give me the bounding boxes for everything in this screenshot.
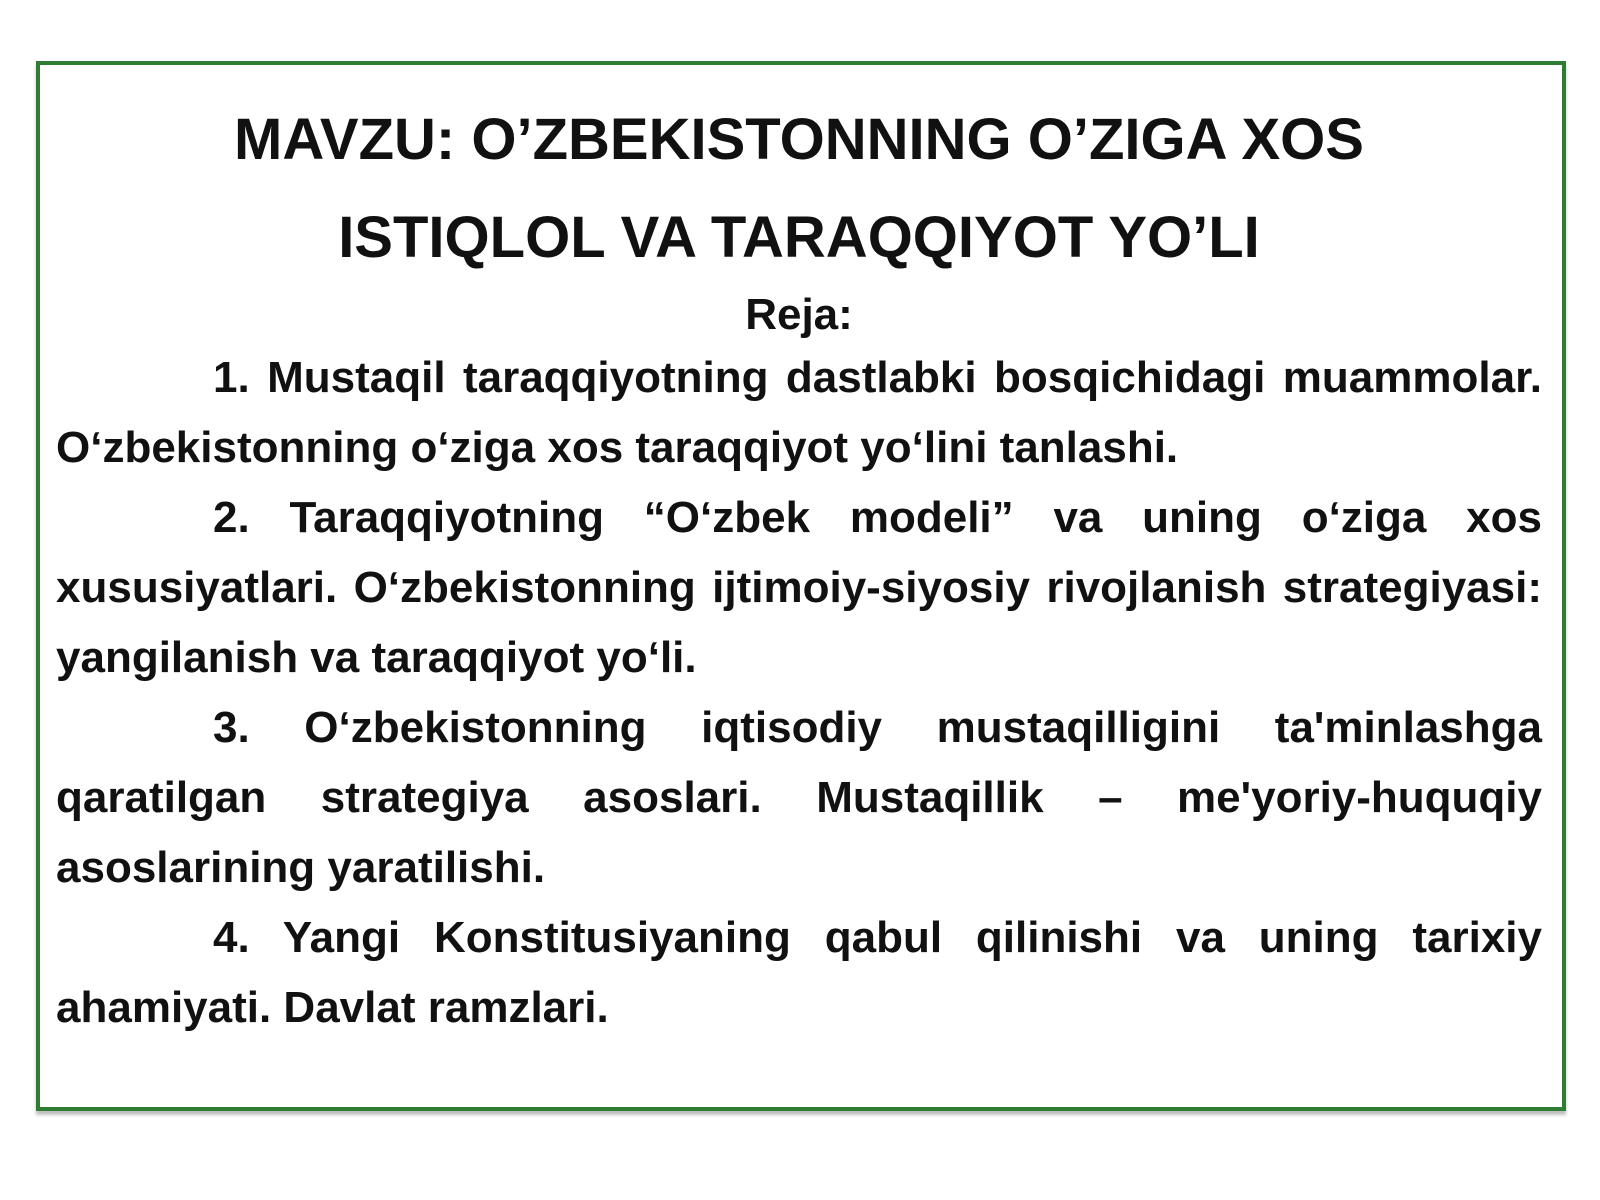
plan-list xyxy=(56,343,1542,1043)
plan-item-1: 1. Mustaqil taraqqiyotning dastlabki bosqichidagi muammolar. O‘zbekistonning o‘ziga xos taraqqiyot yo‘lini tanlashi. xyxy=(56,353,1542,472)
plan-heading: Reja: xyxy=(745,290,853,339)
slide-frame xyxy=(36,61,1566,1111)
plan-item-2: 2. Taraqqiyotning “O‘zbek modeli” va uning o‘ziga xos xususiyatlari. O‘zbekistonning ijtimoiy-siyosiy rivojlanish strategiyasi: yangilanish va taraqqiyot yo‘li. xyxy=(56,493,1542,682)
plan-item-4: 4. Yangi Konstitusiyaning qabul qilinishi va uning tarixiy ahamiyati. Davlat ramzlari. xyxy=(56,913,1542,1032)
page-title xyxy=(56,91,1542,287)
plan-item-3: 3. O‘zbekistonning iqtisodiy mustaqilligini ta'minlashga qaratilgan strategiya asoslari. Mustaqillik – me'yoriy-huquqiy asoslarining yaratilishi. xyxy=(56,703,1542,892)
title-line-1: MAVZU: O’ZBEKISTONNING O’ZIGA XOS xyxy=(234,107,1364,172)
title-line-2: ISTIQLOL VA TARAQQIYOT YO’LI xyxy=(338,205,1260,270)
